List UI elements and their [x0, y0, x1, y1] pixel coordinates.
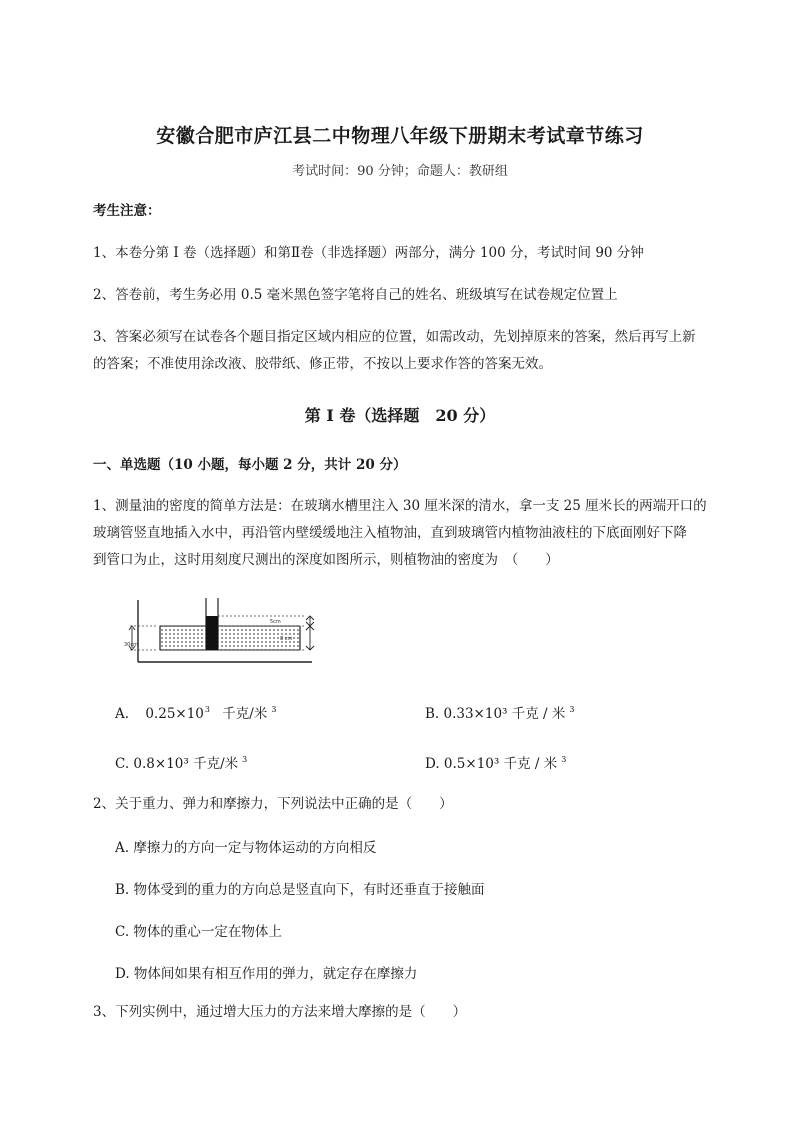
q1-option-c-text: C. 0.8×10³ 千克/米: [115, 756, 239, 772]
q1-option-b: [425, 702, 574, 722]
exam-subtitle: 考试时间：90 分钟；命题人：教研组: [292, 164, 508, 179]
exam-title: 安徽合肥市庐江县二中物理八年级下册期末考试章节练习: [156, 125, 644, 147]
section-title: 第 I 卷（选择题 20 分）: [304, 406, 496, 425]
q1-option-b-text: B. 0.33×10³ 千克 / 米: [425, 706, 566, 722]
label-top: 5cm: [270, 619, 281, 625]
q1-option-c-unit-exp: 3: [242, 755, 248, 764]
q1-option-a-value: 0.25×10: [145, 706, 204, 722]
q2-option-d: D. 物体间如果有相互作用的弹力，就定存在摩擦力: [115, 966, 418, 982]
q1-option-a-prefix: A.: [115, 706, 130, 722]
notice-item-3-line-2: 的答案；不准使用涂改液、胶带纸、修正带，不按以上要求作答的答案无效。: [93, 356, 552, 372]
q1-option-a-unit-exp: 3: [271, 705, 277, 714]
q2-stem: 2、关于重力、弹力和摩擦力，下列说法中正确的是（ ）: [93, 796, 453, 812]
q2-option-b: B. 物体受到的重力的方向总是竖直向下，有时还垂直于接触面: [115, 882, 485, 898]
q3-stem: 3、下列实例中，通过增大压力的方法来增大摩擦的是（ ）: [93, 1004, 467, 1020]
q1-figure: [120, 596, 320, 666]
q1-option-d-text: D. 0.5×10³ 千克 / 米: [425, 756, 558, 772]
q1-line-2: 玻璃管竖直地插入水中，再沿管内壁缓缓地注入植物油，直到玻璃管内植物油液柱的下底面刚好下降: [93, 525, 687, 541]
notice-item-3-line-1: 3、答案必须写在试卷各个题目指定区域内相应的位置，如需改动，先划掉原来的答案，然后再写上新: [93, 329, 696, 345]
q2-option-a: A. 摩擦力的方向一定与物体运动的方向相反: [115, 840, 377, 856]
q1-option-d-unit-exp: 3: [561, 755, 567, 764]
oil-column: [206, 616, 218, 650]
q1-option-a-unit: 千克/米: [222, 706, 268, 722]
q1-line-3: 到管口为止，这时用刻度尺测出的深度如图所示，则植物油的密度为 （ ）: [93, 552, 559, 568]
notice-heading: 考生注意：: [93, 203, 161, 219]
notice-item-1: 1、本卷分第 I 卷（选择题）和第Ⅱ卷（非选择题）两部分，满分 100 分，考试时间 90 分钟: [93, 245, 644, 261]
q1-option-c: [115, 752, 247, 772]
notice-item-2: 2、答卷前，考生务必用 0.5 毫米黑色签字笔将自己的姓名、班级填写在试卷规定位置上: [93, 287, 618, 303]
label-left: 30cm: [124, 642, 138, 648]
label-right: 8 cm: [280, 636, 293, 642]
q1-line-1: 1、测量油的密度的简单方法是：在玻璃水槽里注入 30 厘米深的清水，拿一支 25 厘米长的两端开口的: [93, 498, 707, 514]
q1-option-a: [115, 702, 276, 722]
q2-option-c: C. 物体的重心一定在物体上: [115, 924, 282, 940]
part-heading: 一、单选题（10 小题，每小题 2 分，共计 20 分）: [93, 457, 407, 473]
q1-option-a-exp: 3: [204, 705, 210, 714]
water-body: [160, 626, 300, 650]
q1-option-b-unit-exp: 3: [569, 705, 575, 714]
q1-option-d: [425, 752, 566, 772]
